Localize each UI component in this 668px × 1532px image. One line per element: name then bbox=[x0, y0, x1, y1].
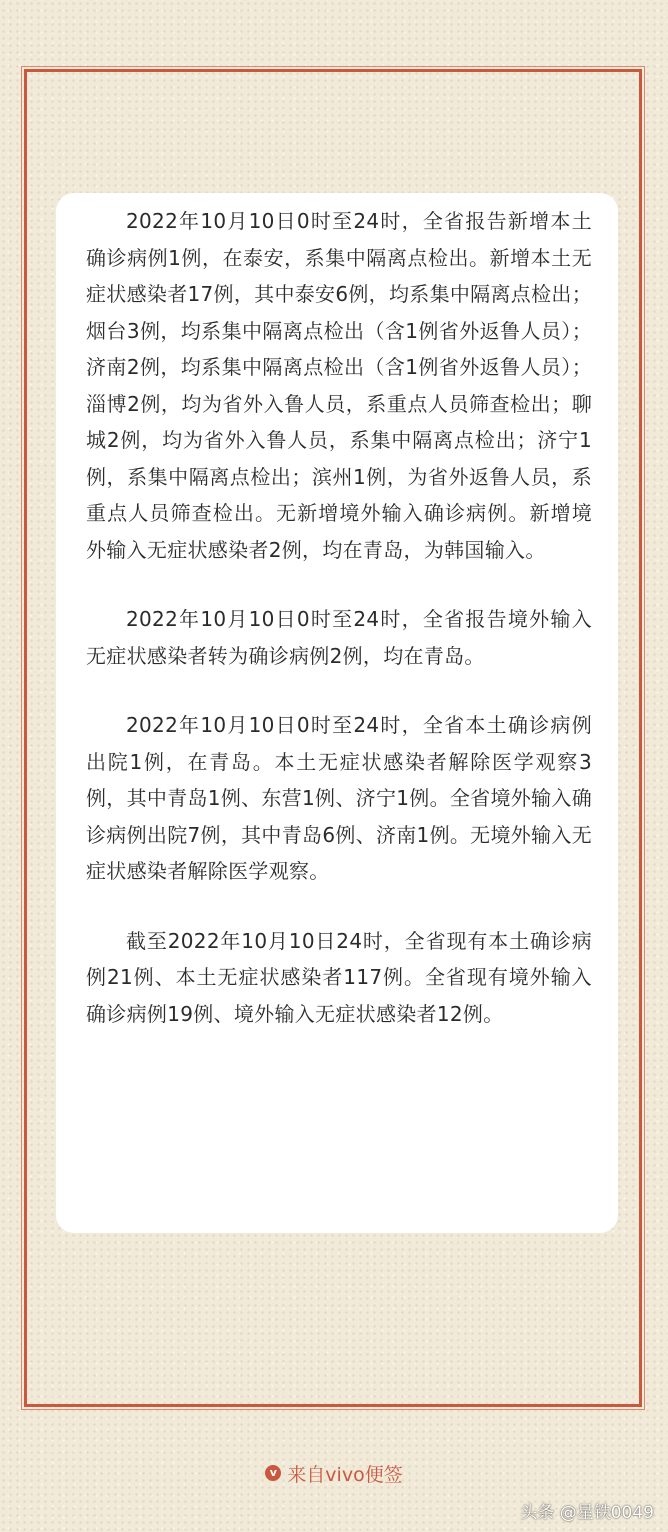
source-footer bbox=[0, 1458, 668, 1488]
note-paragraph: 2022年10月10日0时至24时，全省报告境外输入无症状感染者转为确诊病例2例，均在青岛。 bbox=[86, 607, 592, 668]
vivo-logo-icon: v bbox=[265, 1465, 281, 1481]
note-paragraph: 2022年10月10日0时至24时，全省本土确诊病例出院1例，在青岛。本土无症状感染者解除医学观察3例，其中青岛1例、东营1例、济宁1例。全省境外输入确诊病例出院7例，其中青岛6例、济南1例。无境外输入无症状感染者解除医学观察。 bbox=[86, 713, 592, 883]
note-content-card bbox=[56, 193, 618, 1233]
note-paragraph: 2022年10月10日0时至24时，全省报告新增本土确诊病例1例，在泰安，系集中隔离点检出。新增本土无症状感染者17例，其中泰安6例，均系集中隔离点检出；烟台3例，均系集中隔离点检出（含1例省外返鲁人员）；济南2例，均系集中隔离点检出（含1例省外返鲁人员）；淄博2例，均为省外入鲁人员，系重点人员筛查检出；聊城2例，均为省外入鲁人员，系集中隔离点检出；济宁1例，系集中隔离点检出；滨州1例，为省外返鲁人员，系重点人员筛查检出。无新增境外输入确诊病例。新增境外输入无症状感染者2例，均在青岛，为韩国输入。 bbox=[86, 209, 592, 562]
watermark-text: 头条 @星铁0049 bbox=[520, 1503, 654, 1523]
source-label: 来自vivo便签 bbox=[287, 1463, 403, 1486]
note-paragraph: 截至2022年10月10日24时，全省现有本土确诊病例21例、本土无症状感染者117例。全省现有境外输入确诊病例19例、境外输入无症状感染者12例。 bbox=[86, 928, 592, 1026]
